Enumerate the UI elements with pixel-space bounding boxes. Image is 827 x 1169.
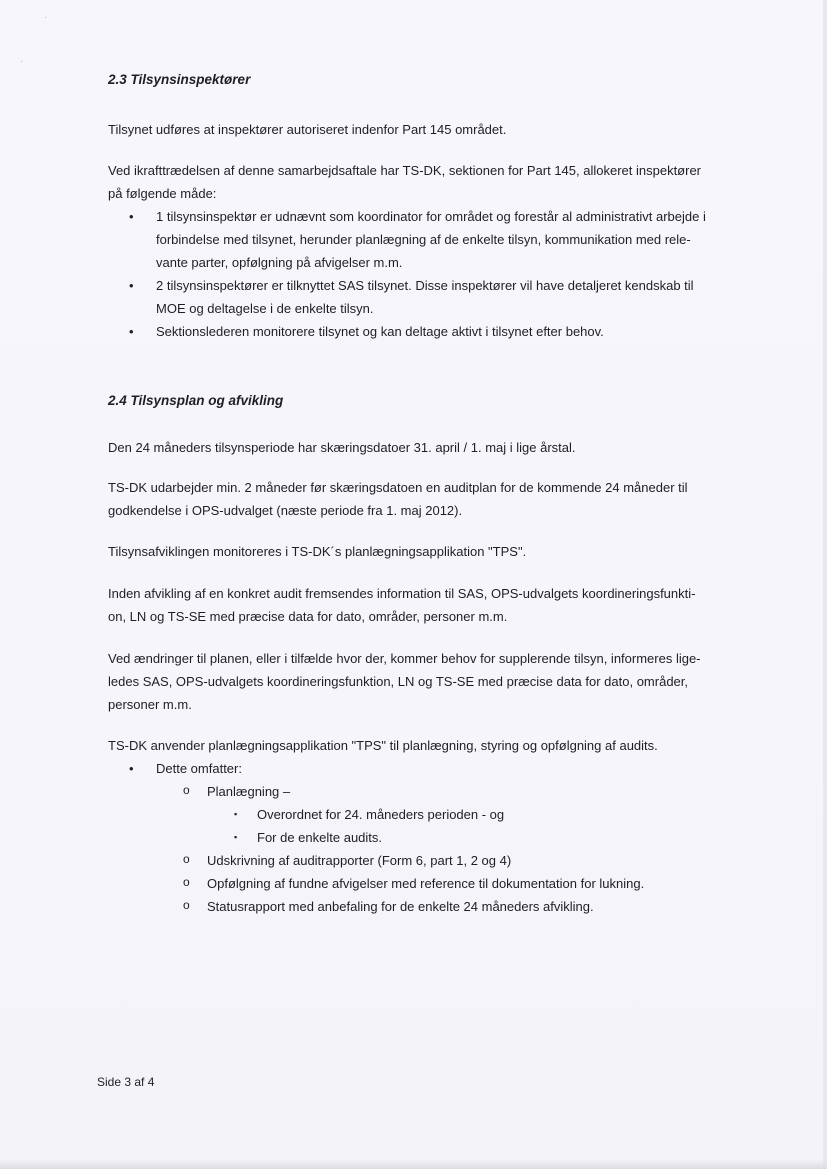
- scan-edge: [0, 1159, 827, 1169]
- paragraph-line: ledes SAS, OPS-udvalgets koordineringsfunktion, LN og TS-SE med præcise data for dato, områder,: [108, 674, 689, 689]
- paragraph-line: Ved ændringer til planen, eller i tilfælde hvor der, kommer behov for supplerende tilsyn, informeres lige-: [108, 651, 701, 666]
- list-item-line: • 2 tilsynsinspektører er tilknyttet SAS tilsynet. Disse inspektører vil have detaljeret kendskab til: [156, 278, 694, 293]
- sub-list-item: o Udskrivning af auditrapporter (Form 6, part 1, 2 og 4): [108, 849, 758, 872]
- sub-sub-list: [108, 803, 758, 849]
- section-heading-2-4: 2.4 Tilsynsplan og afvikling: [108, 393, 284, 408]
- scan-speck: ·: [20, 56, 24, 67]
- list-item-line: • Sektionslederen monitorere tilsynet og kan deltage aktivt i tilsynet efter behov.: [156, 324, 604, 339]
- section-heading-2-3: 2.3 Tilsynsinspektører: [108, 72, 251, 87]
- list-item: [108, 205, 758, 274]
- scan-speck: ·: [44, 12, 48, 23]
- sub-list: [108, 780, 758, 803]
- sub-sub-list-item: ▪ For de enkelte audits.: [108, 826, 758, 849]
- sub-sub-list-item: ▪ Overordnet for 24. måneders perioden - og: [108, 803, 758, 826]
- scan-edge: [823, 0, 827, 1169]
- paragraph: [108, 476, 758, 522]
- list-item: • Dette omfatter:: [108, 757, 758, 780]
- paragraph-line: Ved ikrafttrædelsen af denne samarbejdsaftale har TS-DK, sektionen for Part 145, allokeret inspektører: [108, 163, 702, 178]
- paragraph: Den 24 måneders tilsynsperiode har skæringsdatoer 31. april / 1. maj i lige årstal.: [108, 440, 576, 455]
- paragraph-line: personer m.m.: [108, 697, 192, 712]
- list-item-line: MOE og deltagelse i de enkelte tilsyn.: [156, 301, 374, 316]
- list-item-line: forbindelse med tilsynet, herunder planlægning af de enkelte tilsyn, kommunikation med rele-: [156, 232, 691, 247]
- bullet-list: [108, 205, 758, 343]
- list-item: [108, 320, 758, 343]
- paragraph-line: godkendelse i OPS-udvalget (næste periode fra 1. maj 2012).: [108, 503, 463, 518]
- page-number: Side 3 af 4: [97, 1075, 155, 1089]
- bullet-list: [108, 757, 758, 780]
- list-item-line: • 1 tilsynsinspektør er udnævnt som koordinator for området og forestår al administrativt arbejde i: [156, 209, 706, 224]
- paragraph: Tilsynet udføres at inspektører autoriseret indenfor Part 145 området.: [108, 122, 507, 137]
- sub-list: [108, 849, 758, 918]
- sub-list-item: o Opfølgning af fundne afvigelser med reference til dokumentation for lukning.: [108, 872, 758, 895]
- paragraph: [108, 582, 758, 628]
- sub-list-item: o Planlægning –: [108, 780, 758, 803]
- paragraph-line: Inden afvikling af en konkret audit fremsendes information til SAS, OPS-udvalgets koordineringsfunkti-: [108, 586, 696, 601]
- paragraph: [108, 159, 758, 205]
- document-body: [108, 68, 758, 918]
- paragraph-line: on, LN og TS-SE med præcise data for dato, områder, personer m.m.: [108, 609, 508, 624]
- list-item-line: vante parter, opfølgning på afvigelser m.m.: [156, 255, 403, 270]
- paragraph-line: TS-DK udarbejder min. 2 måneder før skæringsdatoen en auditplan for de kommende 24 måneder til: [108, 480, 688, 495]
- paragraph: TS-DK anvender planlægningsapplikation "TPS" til planlægning, styring og opfølgning af audits.: [108, 738, 658, 753]
- list-item: [108, 274, 758, 320]
- paragraph-line: på følgende måde:: [108, 186, 217, 201]
- paragraph: Tilsynsafviklingen monitoreres i TS-DK´s planlægningsapplikation "TPS".: [108, 544, 527, 559]
- sub-list-item: o Statusrapport med anbefaling for de enkelte 24 måneders afvikling.: [108, 895, 758, 918]
- paragraph: [108, 647, 758, 716]
